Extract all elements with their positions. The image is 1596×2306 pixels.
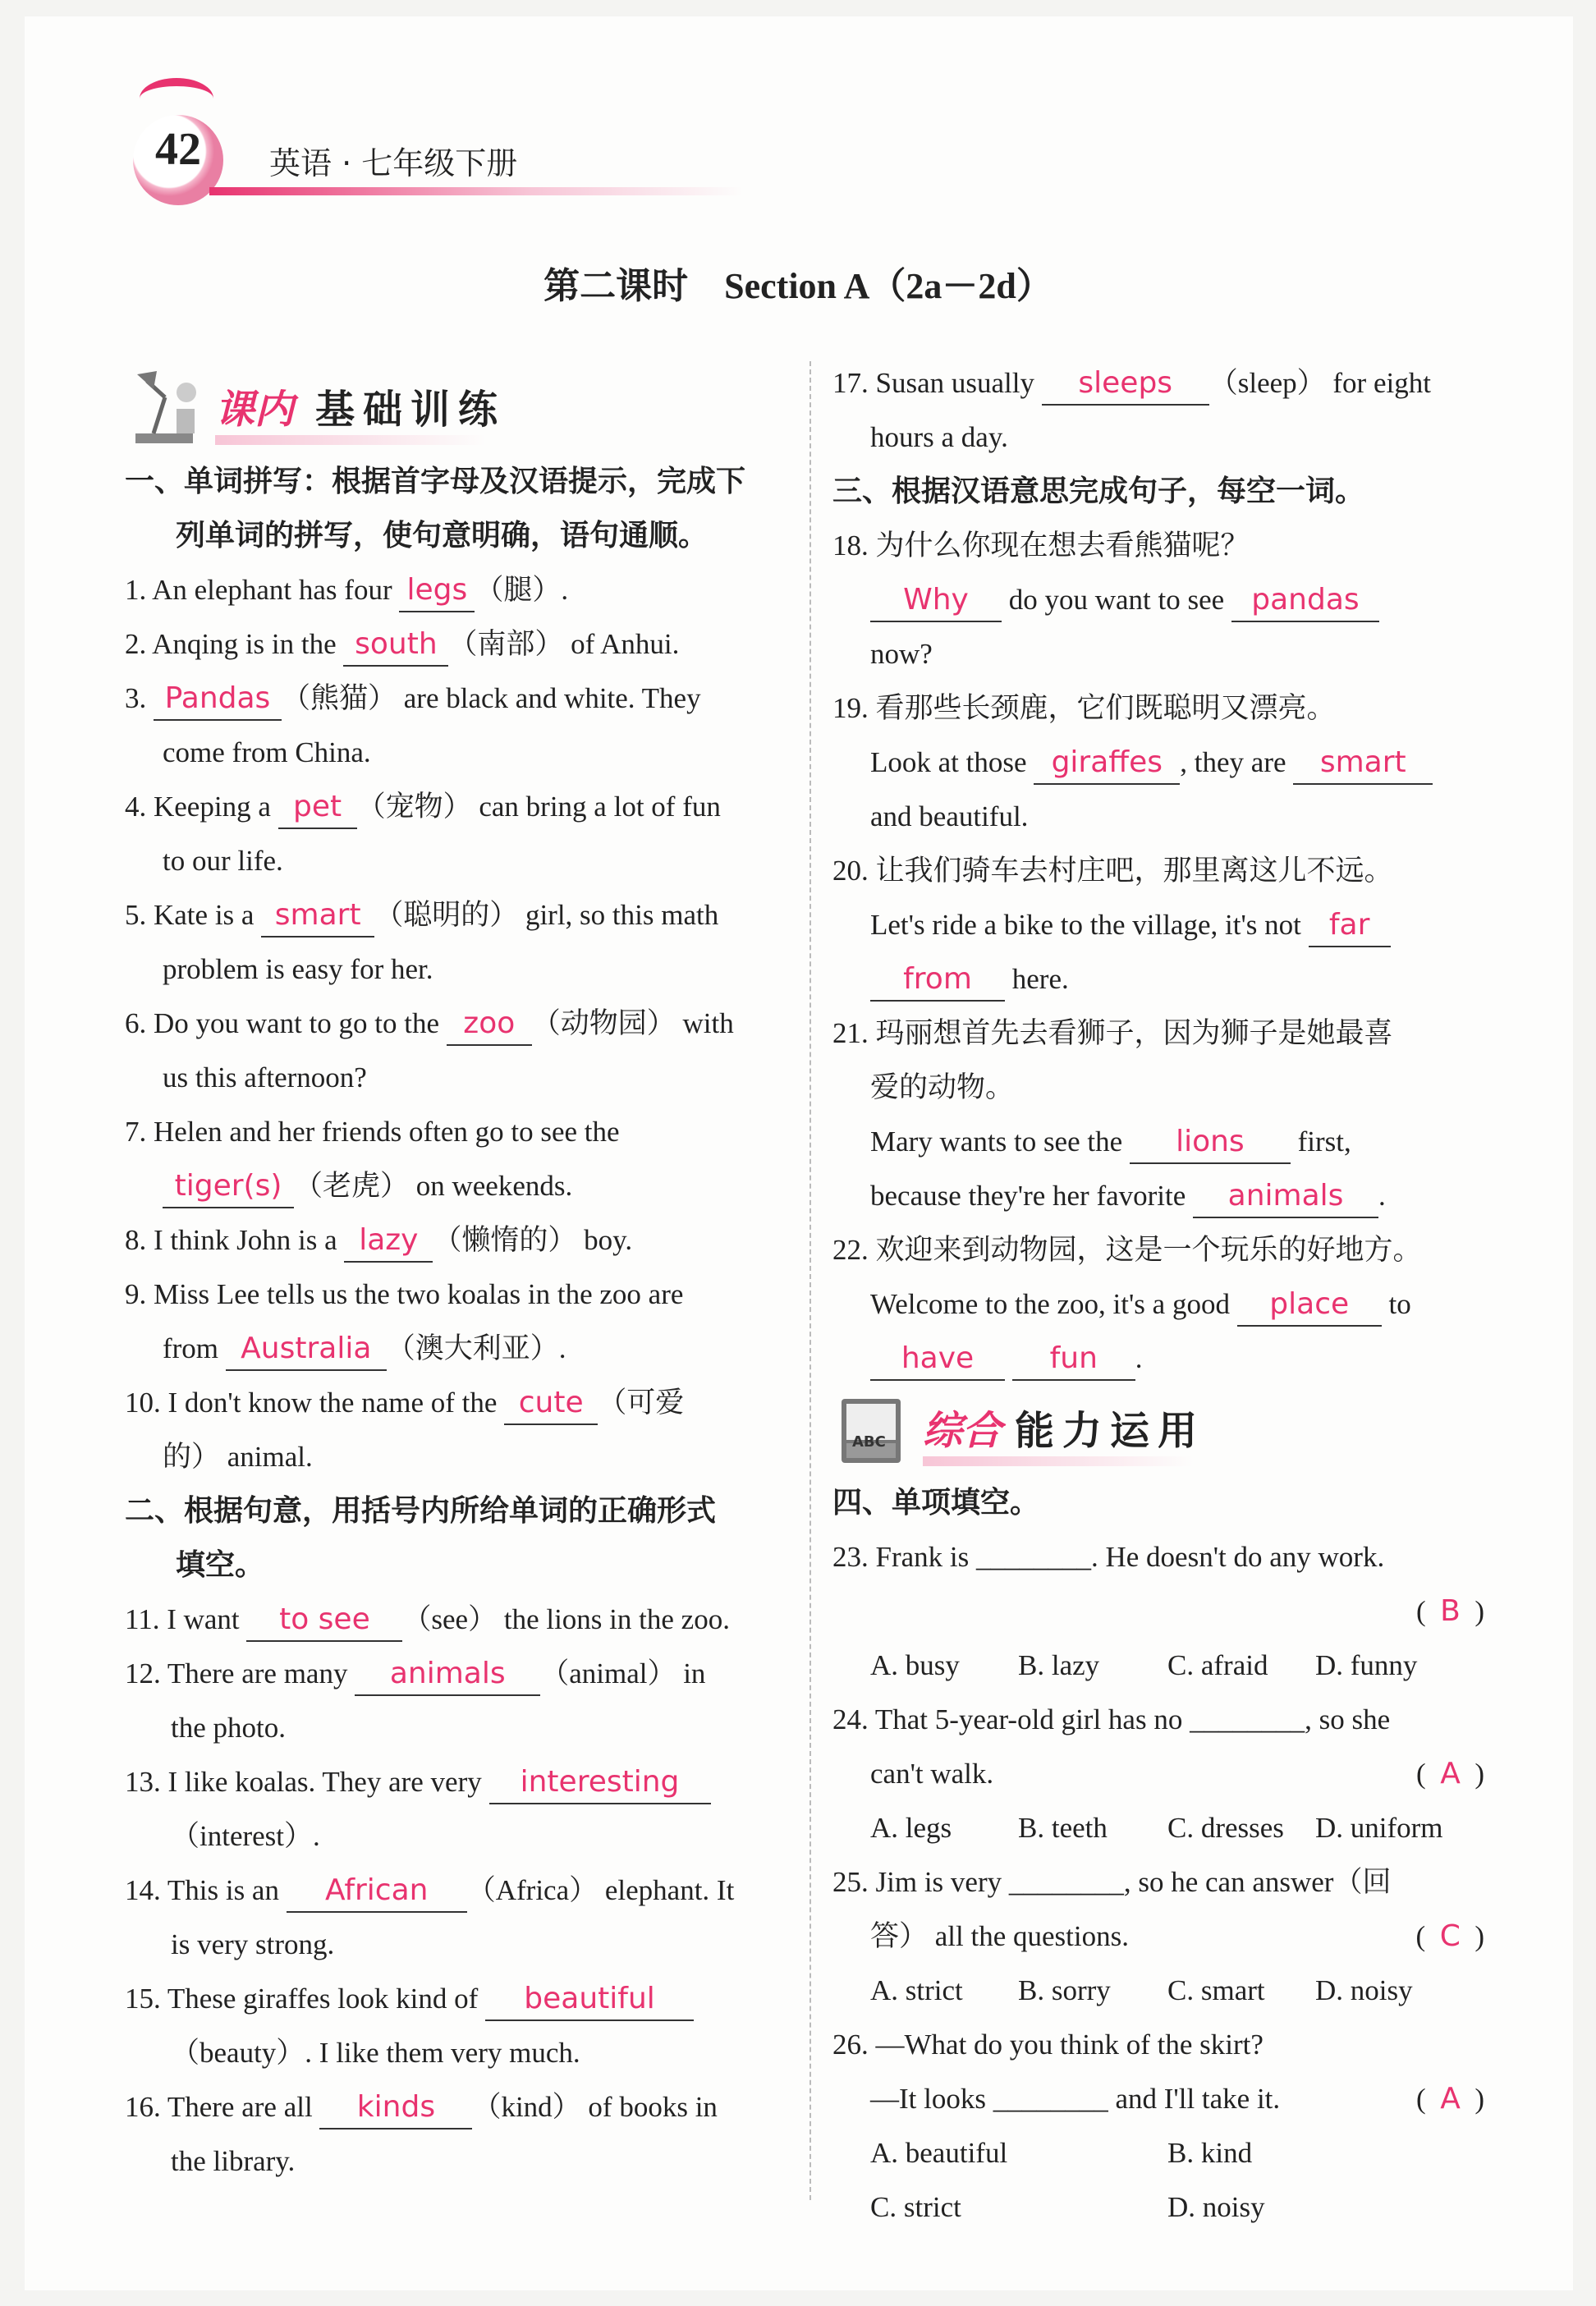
badge-basic-prefix: 课内 <box>215 387 295 433</box>
option-c[interactable]: C. afraid <box>1167 1649 1268 1681</box>
answer-4[interactable]: pet <box>293 790 342 823</box>
option-d[interactable]: D. noisy <box>1315 1974 1413 2006</box>
option-c[interactable]: C. dresses <box>1167 1812 1284 1844</box>
question-19: 19. 看那些长颈鹿，它们既聪明又漂亮。 <box>832 692 1336 724</box>
section-badge-basic <box>125 364 787 455</box>
answer-10[interactable]: cute <box>518 1386 584 1419</box>
part1-title: 一、单词拼写：根据首字母及汉语提示，完成下 <box>125 465 746 498</box>
answer-19a[interactable]: giraffes <box>1051 745 1163 779</box>
question-19-en: Look at those giraffes , they are smart <box>832 736 1494 790</box>
option-c[interactable]: C. smart <box>1167 1974 1265 2006</box>
answer-7[interactable]: tiger(s) <box>174 1169 282 1203</box>
answer-8[interactable]: lazy <box>359 1223 419 1257</box>
question-24: 24. That 5-year-old girl has no ________, so she <box>832 1703 1391 1735</box>
option-b[interactable]: B. lazy <box>1018 1649 1100 1681</box>
answer-22b[interactable]: have <box>901 1341 975 1375</box>
answer-11[interactable]: to see <box>279 1602 370 1636</box>
question-15-cont: （beauty）. I like them very much. <box>171 2037 580 2069</box>
question-10-cont: 的） animal. <box>163 1441 313 1473</box>
question-17: 17. Susan usually sleeps （sleep） for eight <box>832 356 1494 410</box>
option-d[interactable]: D. noisy <box>1167 2191 1265 2223</box>
answer-16[interactable]: kinds <box>356 2090 436 2124</box>
part2-title-cont: 填空。 <box>176 1548 265 1582</box>
answer-9[interactable]: Australia <box>241 1332 372 1365</box>
question-20: 20. 让我们骑车去村庄吧，那里离这儿不远。 <box>832 855 1393 887</box>
option-a[interactable]: A. busy <box>870 1649 960 1681</box>
option-b[interactable]: B. teeth <box>1018 1812 1108 1844</box>
section-badge-ability <box>832 1386 1494 1476</box>
question-12: 12. There are many animals （animal） in <box>125 1647 787 1701</box>
answer-22a[interactable]: place <box>1269 1287 1350 1321</box>
option-b[interactable]: B. kind <box>1167 2137 1253 2169</box>
answer-1[interactable]: legs <box>406 573 468 607</box>
options-25 <box>832 1964 1494 2018</box>
answer-6[interactable]: zoo <box>463 1006 516 1040</box>
badge-underline <box>923 1456 1194 1466</box>
badge-underline <box>215 435 486 445</box>
option-d[interactable]: D. funny <box>1315 1649 1418 1681</box>
question-25: 25. Jim is very ________, so he can answer（回 <box>832 1866 1392 1898</box>
question-13-cont: （interest）. <box>171 1820 320 1852</box>
question-8: 8. I think John is a lazy （懒惰的） boy. <box>125 1213 787 1268</box>
question-21-en-cont: because they're her favorite animals . <box>832 1169 1494 1223</box>
answer-21b[interactable]: animals <box>1227 1179 1344 1213</box>
header-rule <box>209 187 743 195</box>
question-26: 26. —What do you think of the skirt? <box>832 2029 1264 2061</box>
part2-title: 二、根据句意，用括号内所给单词的正确形式 <box>125 1494 717 1528</box>
question-21-cn-cont: 爱的动物。 <box>870 1071 1015 1103</box>
answer-21a[interactable]: lions <box>1176 1125 1245 1158</box>
question-1: 1. An elephant has four legs （腿）. <box>125 563 787 617</box>
question-24-cont: can't walk. ( A ) <box>870 1757 1484 1790</box>
answer-15[interactable]: beautiful <box>524 1982 655 2015</box>
answer-14[interactable]: African <box>324 1873 429 1907</box>
answer-22c[interactable]: fun <box>1049 1341 1098 1375</box>
question-10: 10. I don't know the name of the cute （可爱 <box>125 1376 787 1430</box>
part1-title-cont: 列单词的拼写，使句意明确，语句通顺。 <box>176 519 709 552</box>
answer-26[interactable]: A <box>1440 2082 1461 2116</box>
question-18-cont: now? <box>870 638 933 670</box>
question-18: 18. 为什么你现在想去看熊猫呢？ <box>832 530 1250 562</box>
book-label: ABC <box>852 1433 886 1451</box>
question-7-cont: tiger(s) （老虎） on weekends. <box>125 1159 787 1213</box>
question-7: 7. Helen and her friends often go to see the <box>125 1116 620 1148</box>
page-number: 42 <box>155 124 201 175</box>
answer-row-23: ( B ) <box>1415 1594 1484 1628</box>
question-12-cont: the photo. <box>171 1712 286 1744</box>
answer-5[interactable]: smart <box>274 898 361 932</box>
question-9-cont: from Australia （澳大利亚）. <box>125 1322 787 1376</box>
question-15: 15. These giraffes look kind of beautiful <box>125 1972 787 2026</box>
question-21-en: Mary wants to see the lions first, <box>832 1115 1494 1169</box>
right-column <box>832 356 1494 2235</box>
answer-17[interactable]: sleeps <box>1078 366 1173 400</box>
answer-19b[interactable]: smart <box>1319 745 1406 779</box>
question-3-cont: come from China. <box>163 736 371 768</box>
question-21: 21. 玛丽想首先去看狮子，因为狮子是她最喜 <box>832 1017 1393 1049</box>
question-4: 4. Keeping a pet （宠物） can bring a lot of fun <box>125 780 787 834</box>
question-2: 2. Anqing is in the south （南部） of Anhui. <box>125 617 787 672</box>
question-11: 11. I want to see （see） the lions in the zoo. <box>125 1593 787 1647</box>
part3-title: 三、根据汉语意思完成句子，每空一词。 <box>832 474 1365 508</box>
question-25-cont: 答） all the questions. ( C ) <box>870 1919 1484 1953</box>
question-16: 16. There are all kinds （kind） of books in <box>125 2080 787 2134</box>
question-9: 9. Miss Lee tells us the two koalas in the zoo are <box>125 1278 684 1310</box>
question-3: 3. Pandas （熊猫） are black and white. They <box>125 672 787 726</box>
answer-2[interactable]: south <box>355 627 438 661</box>
question-16-cont: the library. <box>171 2145 296 2177</box>
question-22-cont: have fun . <box>832 1332 1494 1386</box>
part4-title: 四、单项填空。 <box>832 1486 1040 1520</box>
answer-12[interactable]: animals <box>389 1657 506 1690</box>
answer-23[interactable]: B <box>1440 1594 1461 1628</box>
badge-basic-title: 基础训练 <box>315 387 507 433</box>
question-13: 13. I like koalas. They are very interesting <box>125 1755 787 1809</box>
answer-13[interactable]: interesting <box>520 1765 680 1799</box>
question-5: 5. Kate is a smart （聪明的） girl, so this math <box>125 888 787 942</box>
answer-24[interactable]: A <box>1440 1757 1461 1790</box>
answer-20b[interactable]: from <box>903 962 972 996</box>
option-c[interactable]: C. strict <box>870 2191 961 2223</box>
option-a[interactable]: A. legs <box>870 1812 952 1844</box>
question-14: 14. This is an African （Africa） elephant. It <box>125 1864 787 1918</box>
question-18-en: Why do you want to see pandas <box>832 573 1494 627</box>
desk-lamp-icon <box>128 369 204 448</box>
answer-25[interactable]: C <box>1439 1919 1461 1953</box>
question-6: 6. Do you want to go to the zoo （动物园） with <box>125 997 787 1051</box>
left-column <box>125 364 787 2189</box>
question-5-cont: problem is easy for her. <box>163 953 433 985</box>
question-23: 23. Frank is ________. He doesn't do any work. <box>832 1541 1385 1573</box>
option-a[interactable]: A. strict <box>870 1974 963 2006</box>
question-26-cont: —It looks ________ and I'll take it. ( A ) <box>870 2082 1484 2116</box>
option-d[interactable]: D. uniform <box>1315 1812 1443 1844</box>
page-number-arc <box>140 78 213 119</box>
question-22-en: Welcome to the zoo, it's a good place to <box>832 1277 1494 1332</box>
column-divider <box>809 361 811 2200</box>
question-20-cont: from here. <box>832 952 1494 1006</box>
question-22: 22. 欢迎来到动物园，这是一个玩乐的好地方。 <box>832 1234 1422 1266</box>
options-26-cont <box>832 2180 1494 2235</box>
badge-ability-prefix: 综合 <box>923 1408 1002 1454</box>
option-b[interactable]: B. sorry <box>1018 1974 1111 2006</box>
question-19-cont: and beautiful. <box>870 800 1029 832</box>
question-4-cont: to our life. <box>163 845 283 877</box>
option-a[interactable]: A. beautiful <box>870 2137 1008 2169</box>
answer-20a[interactable]: far <box>1328 908 1370 942</box>
options-24 <box>832 1801 1494 1855</box>
question-6-cont: us this afternoon? <box>163 1061 367 1093</box>
options-23 <box>832 1639 1494 1693</box>
book-title: 英语 · 七年级下册 <box>269 145 518 181</box>
badge-ability-title: 能力运用 <box>1015 1408 1206 1454</box>
lesson-title: 第二课时 Section A（2a－2d） <box>543 266 1053 306</box>
options-26 <box>832 2126 1494 2180</box>
answer-18a[interactable]: Why <box>903 583 969 617</box>
question-14-cont: is very strong. <box>171 1928 335 1960</box>
answer-18b[interactable]: pandas <box>1251 583 1360 617</box>
answer-3[interactable]: Pandas <box>164 681 271 715</box>
question-20-en: Let's ride a bike to the village, it's not far <box>832 898 1494 952</box>
question-17-cont: hours a day. <box>870 421 1008 453</box>
